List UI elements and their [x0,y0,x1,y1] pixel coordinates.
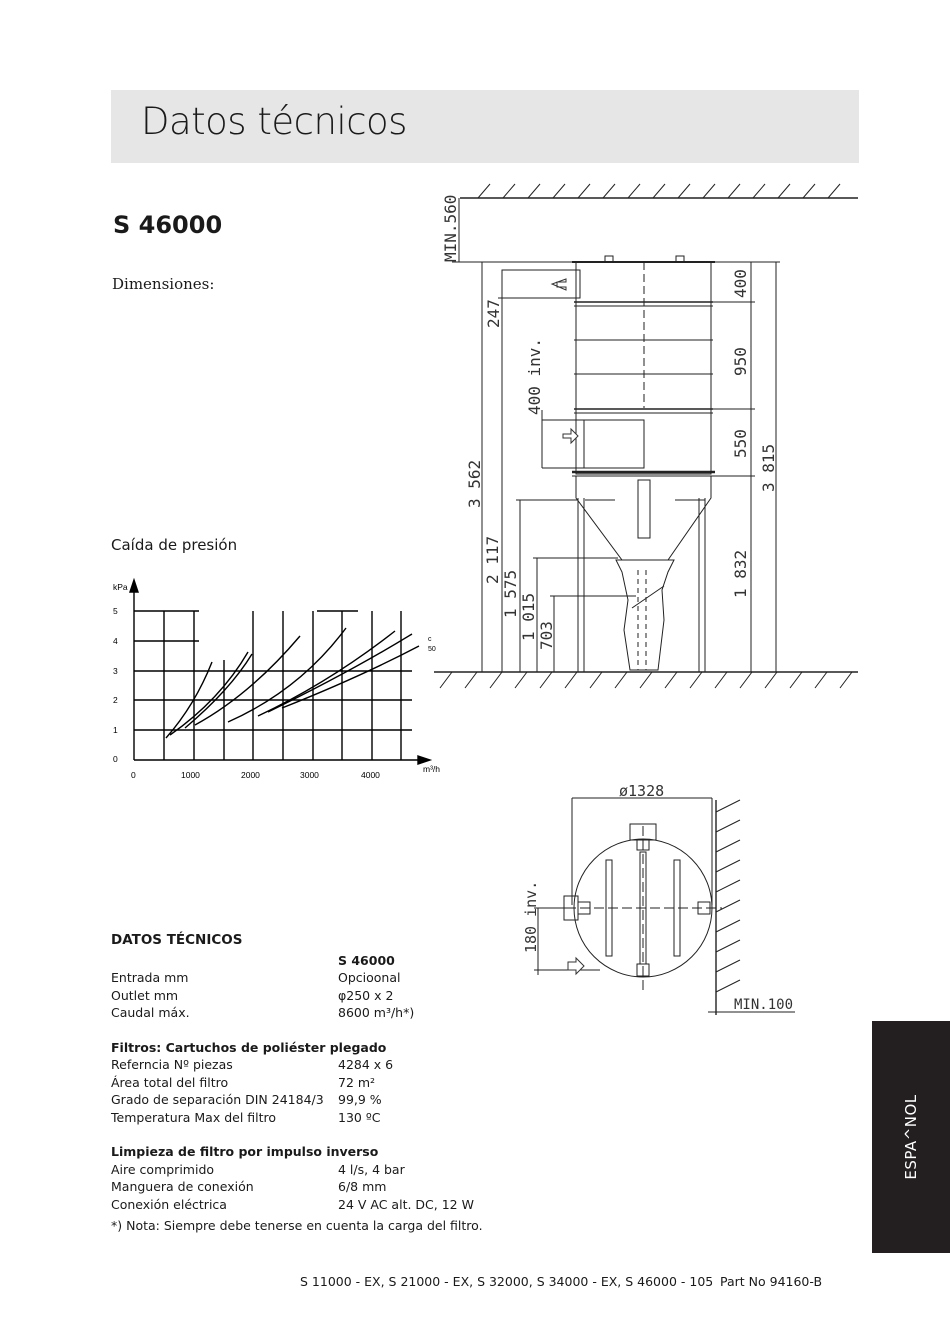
spec-key: Entrada mm [111,970,189,985]
plan-180-inv: 180 inv. [522,880,540,953]
spec-value: 6/8 mm [338,1179,387,1194]
spec-key: Outlet mm [111,987,179,1003]
spec-row [111,1109,531,1127]
spec-row [111,1004,531,1022]
specs-note: *) Nota: Siempre debe tenerse en cuenta la carga del filtro. [111,1218,483,1233]
specs-table [111,932,531,1235]
plan-drawing [510,780,810,1020]
spec-key: Manguera de conexión [111,1179,254,1194]
spec-value: φ250 x 2 [338,987,394,1003]
chart-x-tick: 2000 [241,770,260,780]
spec-row [111,969,531,987]
chart-x-tick: 4000 [361,770,380,780]
specs-heading: DATOS TÉCNICOS [111,932,243,948]
spec-value: 4284 x 6 [338,1057,394,1072]
language-tab [872,1021,950,1253]
spec-value: 8600 m³/h*) [338,1005,415,1020]
footer-part-no: Part No 94160-B [720,1274,823,1289]
spec-key: Caudal máx. [111,1005,190,1020]
dim-1575: 1 575 [501,569,520,618]
spec-row [111,1056,531,1074]
spec-row [111,1074,531,1092]
chart-edge-mark: c [428,636,432,643]
spec-value: Opcioonal [338,970,401,985]
spec-row [111,987,531,1005]
dim-550: 550 [731,429,750,458]
dim-950: 950 [731,347,750,376]
plan-inlet-arrow-icon [568,958,584,974]
model-title: S 46000 [113,211,223,239]
spec-row [111,1178,531,1196]
pressure-chart [100,570,445,780]
dim-400: 400 [731,269,750,298]
footer-models: S 11000 - EX, S 21000 - EX, S 32000, S 34000 - EX, S 46000 - 105 [300,1274,714,1289]
spec-key: Aire comprimido [111,1161,215,1177]
spec-key: Grado de separación DIN 24184/3 [111,1092,324,1107]
chart-x-tick: 0 [131,770,136,780]
spec-value: 4 l/s, 4 bar [338,1161,405,1177]
dim-703: 703 [537,621,556,650]
specs-model-row [111,952,531,970]
spec-key: Temperatura Max del filtro [111,1109,277,1125]
chart-y-unit: kPa [113,582,128,592]
chart-y-tick: 3 [113,666,118,676]
outlet-arrow-icon [552,279,566,290]
chart-y-tick: 2 [113,695,118,705]
dim-3562: 3 562 [465,459,484,508]
specs-model: S 46000 [338,952,395,968]
dim-247: 247 [484,299,503,328]
chart-y-tick: 5 [113,606,118,616]
dim-400-inv: 400 inv. [525,337,544,415]
spec-row [111,1161,531,1179]
dim-3815: 3 815 [759,443,778,492]
spec-row [111,1091,531,1109]
dim-1015: 1 015 [519,592,538,641]
spec-key: Referncia Nº piezas [111,1057,233,1072]
chart-edge-mark: 50 [428,646,436,653]
spec-key: Conexión eléctrica [111,1196,227,1212]
chart-x-tick: 1000 [181,770,200,780]
dim-1832: 1 832 [731,549,750,598]
dim-2117: 2 117 [483,535,502,584]
spec-value: 99,9 % [338,1092,382,1107]
spec-row [111,1196,531,1214]
dimensions-label: Dimensiones: [112,275,215,293]
dim-min-top: MIN.560 [441,194,460,262]
plan-min-side: MIN.100 [734,997,794,1013]
spec-value: 72 m² [338,1074,376,1090]
chart-y-tick: 4 [113,636,118,646]
elevation-drawing [430,180,860,710]
filters-heading: Filtros: Cartuchos de poliéster plegado [111,1039,387,1055]
cleaning-heading: Limpieza de filtro por impulso inverso [111,1144,379,1159]
spec-value: 24 V AC alt. DC, 12 W [338,1196,474,1212]
pressure-chart-title: Caída de presión [111,536,238,554]
language-tab-label: ESPA^NOL [902,1094,920,1180]
page-title: Datos técnicos [141,100,407,143]
spec-key: Área total del filtro [111,1074,229,1090]
header-band [111,90,859,163]
chart-x-tick: 3000 [300,770,319,780]
spec-value: 130 ºC [338,1109,381,1125]
plan-diameter: ø1328 [619,782,665,800]
chart-y-tick: 1 [113,725,118,735]
chart-y-tick: 0 [113,754,118,764]
chart-x-unit: m³/h [423,764,440,774]
